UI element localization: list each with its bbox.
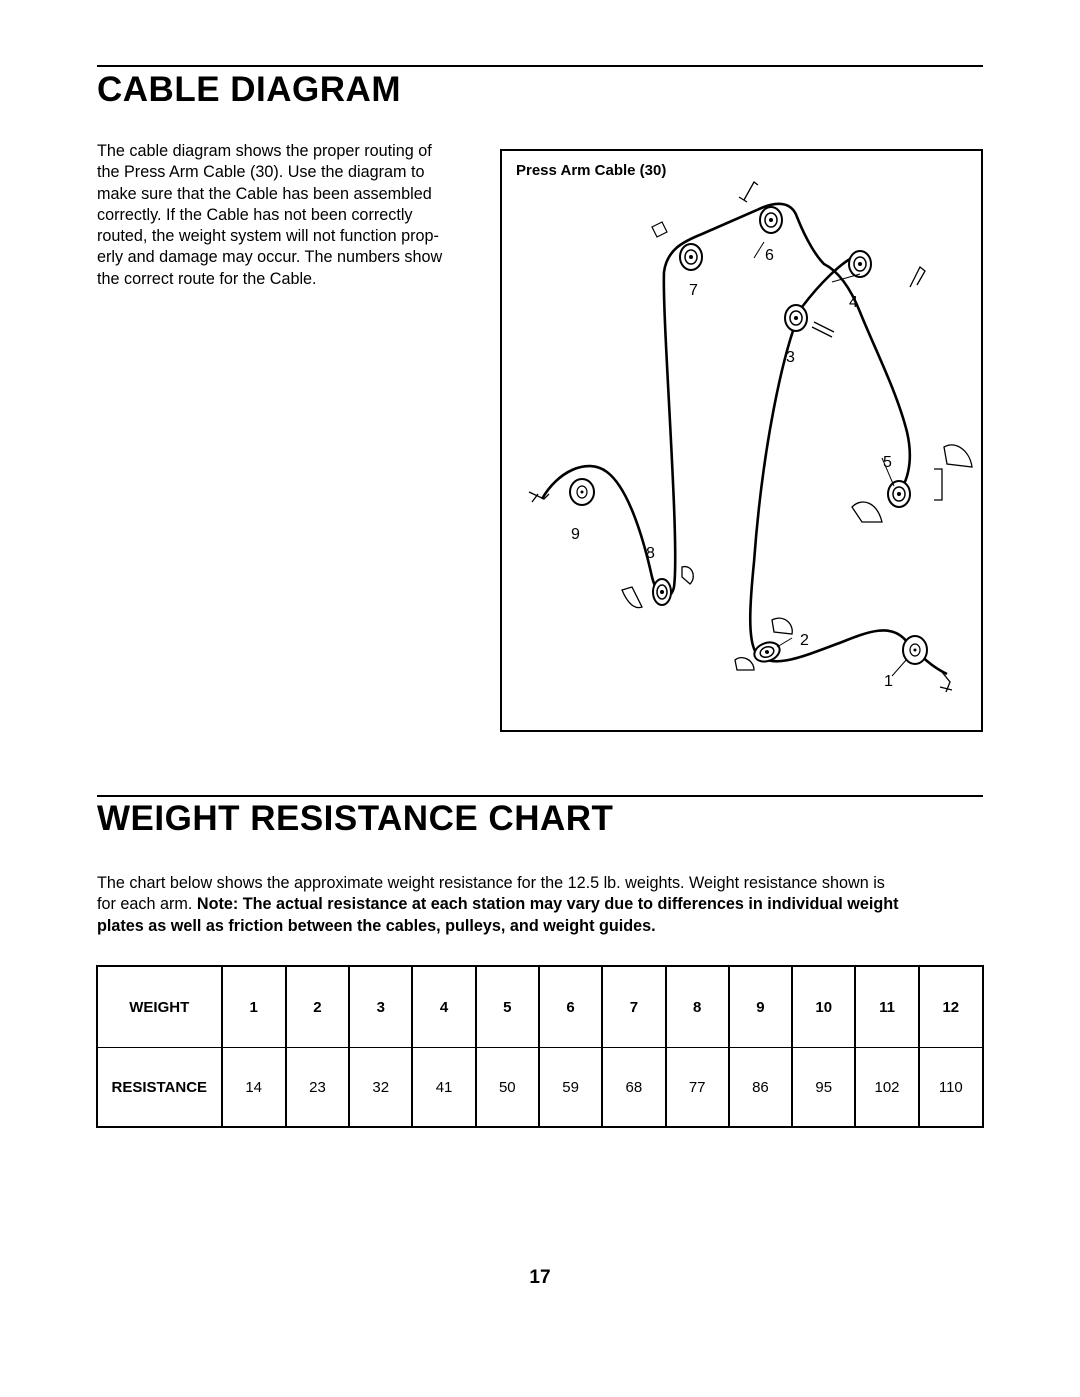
route-label-6: 6	[765, 247, 774, 264]
resistance-cell: 41	[412, 1048, 475, 1128]
weight-cell: 12	[919, 966, 983, 1048]
weight-cell: 4	[412, 966, 475, 1048]
pulley-icon	[785, 305, 807, 331]
route-label-7: 7	[689, 282, 698, 299]
route-label-8: 8	[646, 545, 655, 562]
pulley-icon	[849, 251, 871, 277]
chart-intro-note: Note: The actual resistance at each station may vary due to differences in individual weight	[196, 895, 899, 914]
resistance-cell: 86	[729, 1048, 792, 1128]
resistance-cell: 59	[539, 1048, 602, 1128]
intro-line: the correct route for the Cable.	[97, 269, 317, 288]
weight-cell: 10	[792, 966, 855, 1048]
resistance-cell: 14	[222, 1048, 286, 1128]
resistance-row	[97, 1048, 983, 1128]
weight-cell: 1	[222, 966, 286, 1048]
route-label-1: 1	[884, 673, 893, 690]
pulley-icon	[653, 579, 671, 605]
resistance-cell: 23	[286, 1048, 349, 1128]
guard-icon	[772, 618, 792, 634]
chart-intro-note: plates as well as friction between the cables, pulleys, and weight guides.	[97, 916, 656, 935]
intro-line: correctly. If the Cable has not been correctly	[97, 205, 413, 224]
weight-cell: 8	[666, 966, 729, 1048]
section-rule	[97, 795, 983, 797]
pulley-icon	[888, 481, 910, 507]
guard-icon	[852, 502, 882, 522]
bracket-icon	[910, 267, 925, 287]
cable-path	[542, 204, 947, 674]
intro-line: make sure that the Cable has been assembled	[97, 184, 432, 203]
resistance-cell: 50	[476, 1048, 539, 1128]
intro-line: The cable diagram shows the proper routing of	[97, 142, 432, 160]
guard-icon	[622, 587, 642, 608]
resistance-cell: 32	[349, 1048, 412, 1128]
resistance-cell: 68	[602, 1048, 665, 1128]
weight-resistance-table	[96, 965, 984, 1128]
top-rule	[97, 65, 983, 67]
page-number: 17	[529, 1267, 551, 1288]
chart-intro-line	[97, 894, 983, 915]
bracket-icon	[739, 182, 758, 202]
resistance-cell: 77	[666, 1048, 729, 1128]
pulley-icon	[760, 207, 782, 233]
chart-intro-line: The chart below shows the approximate weight resistance for the 12.5 lb. weights. Weight resistance shown is	[97, 874, 885, 892]
resistance-cell: 110	[919, 1048, 983, 1128]
cable-intro-text	[97, 141, 482, 290]
chart-intro-line	[97, 916, 983, 937]
cable-diagram-heading: CABLE DIAGRAM	[97, 70, 401, 109]
intro-line: routed, the weight system will not function prop-	[97, 227, 439, 246]
cable-end-icon	[940, 672, 952, 692]
weight-cell: 2	[286, 966, 349, 1048]
weight-chart-heading: WEIGHT RESISTANCE CHART	[97, 799, 614, 838]
weight-cell: 7	[602, 966, 665, 1048]
weight-row-label: WEIGHT	[97, 966, 222, 1048]
pulley-icon	[570, 479, 594, 505]
route-label-4: 4	[849, 294, 858, 311]
route-label-2: 2	[800, 632, 809, 649]
chart-intro-text	[97, 873, 983, 937]
cable-route-drawing	[502, 151, 981, 730]
intro-line: the Press Arm Cable (30). Use the diagram to	[97, 163, 425, 182]
weight-cell: 9	[729, 966, 792, 1048]
route-label-5: 5	[883, 454, 892, 471]
route-label-9: 9	[571, 526, 580, 543]
resistance-cell: 102	[855, 1048, 918, 1128]
guard-icon	[682, 567, 693, 584]
weight-cell: 3	[349, 966, 412, 1048]
guard-icon	[735, 658, 754, 670]
route-label-3: 3	[786, 349, 795, 366]
guard-icon	[944, 445, 972, 467]
diagram-title: Press Arm Cable (30)	[516, 162, 667, 179]
chart-intro-plain: for each arm.	[97, 895, 197, 914]
bolt-icon	[652, 222, 667, 237]
bolt-icon	[812, 322, 834, 337]
intro-line: erly and damage may occur. The numbers show	[97, 248, 443, 267]
weight-cell: 5	[476, 966, 539, 1048]
resistance-row-label: RESISTANCE	[97, 1048, 222, 1128]
pulley-icon	[680, 244, 702, 270]
resistance-cell: 95	[792, 1048, 855, 1128]
weight-row	[97, 966, 983, 1048]
weight-cell: 6	[539, 966, 602, 1048]
weight-cell: 11	[855, 966, 918, 1048]
cable-diagram-box	[500, 149, 983, 732]
bracket-icon	[934, 469, 942, 500]
